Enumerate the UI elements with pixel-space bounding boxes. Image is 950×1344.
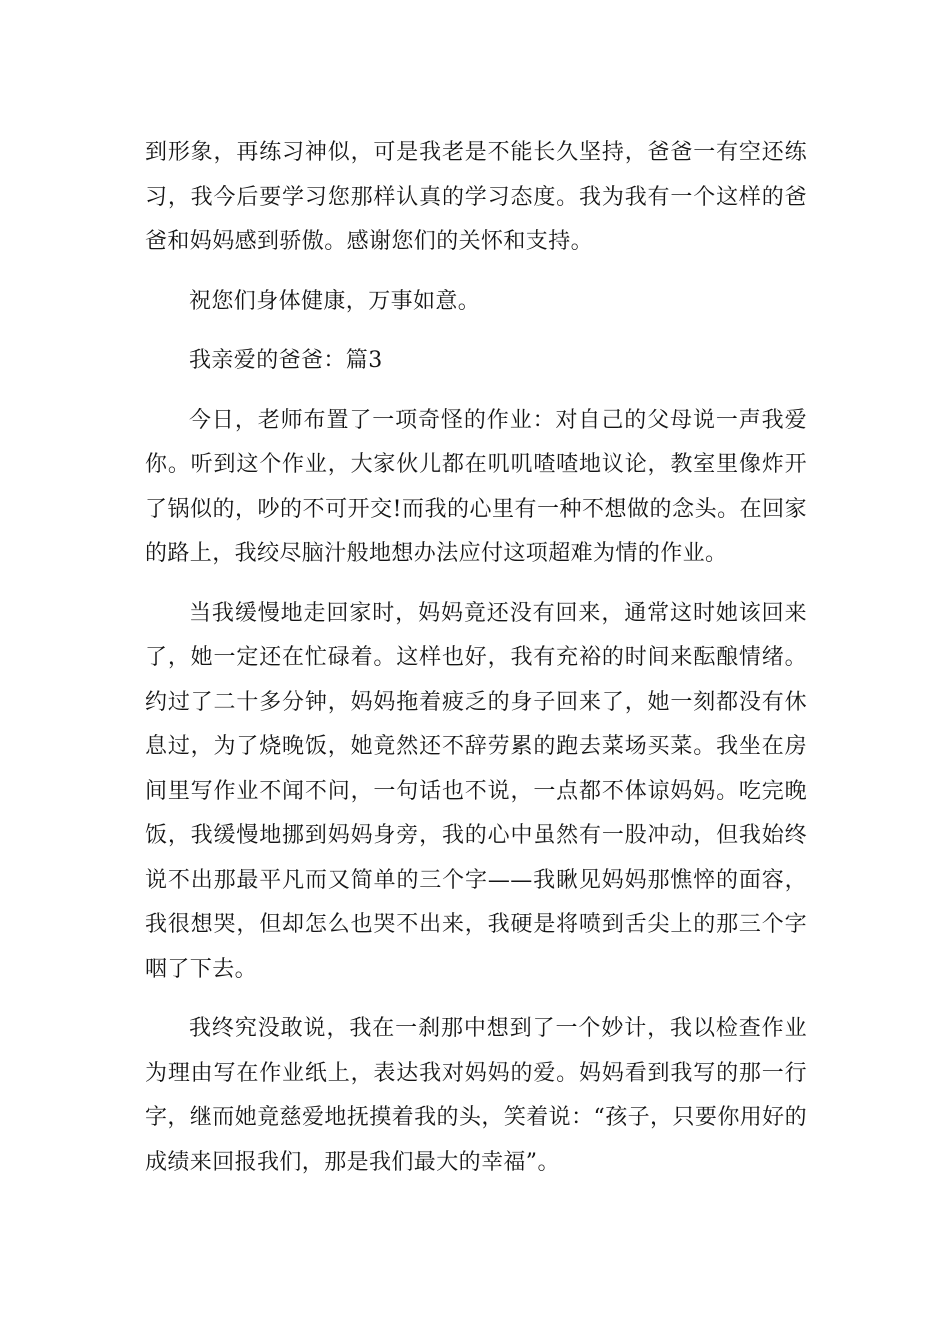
paragraph-salutation: 我亲爱的爸爸：篇3: [189, 348, 383, 373]
paragraph-continued: 到形象，再练习神似，可是我老是不能长久坚持，爸爸一有空还练习，我今后要学习您那样认真的学习态度。我为我有一个这样的爸爸和妈妈感到骄傲。感谢您们的关怀和支持。: [145, 140, 807, 254]
paragraph-returning-home: 当我缓慢地走回家时，妈妈竟还没有回来，通常这时她该回来了，她一定还在忙碌着。这样也好，我有充裕的时间来酝酿情绪。约过了二十多分钟，妈妈拖着疲乏的身子回来了，她一刻都没有休息过，为了烧晚饭，她竟然还不辞劳累的跑去菜场买菜。我坐在房间里写作业不闻不问，一句话也不说，一点都不体谅妈妈。吃完晚饭，我缓慢地挪到妈妈身旁，我的心中虽然有一股冲动，但我始终说不出那最平凡而又简单的三个字——我瞅见妈妈那憔悴的面容，我很想哭，但却怎么也哭不出来，我硬是将喷到舌尖上的那三个字咽了下去。: [145, 600, 807, 982]
paragraph-note-to-mother: 我终究没敢说，我在一刹那中想到了一个妙计，我以检查作业为理由写在作业纸上，表达我对妈妈的爱。妈妈看到我写的那一行字，继而她竟慈爱地抚摸着我的头，笑着说：“孩子，只要你用好的成绩来回报我们，那是我们最大的幸福”。: [145, 1016, 807, 1175]
paragraph-wishes: 祝您们身体健康，万事如意。: [189, 288, 481, 314]
document-body: [145, 131, 807, 1200]
paragraph-homework: 今日，老师布置了一项奇怪的作业：对自己的父母说一声我爱你。听到这个作业，大家伙儿都在叽叽喳喳地议论，教室里像炸开了锅似的，吵的不可开交!而我的心里有一种不想做的念头。在回家的路上，我绞尽脑汁般地想办法应付这项超难为情的作业。: [145, 407, 807, 566]
